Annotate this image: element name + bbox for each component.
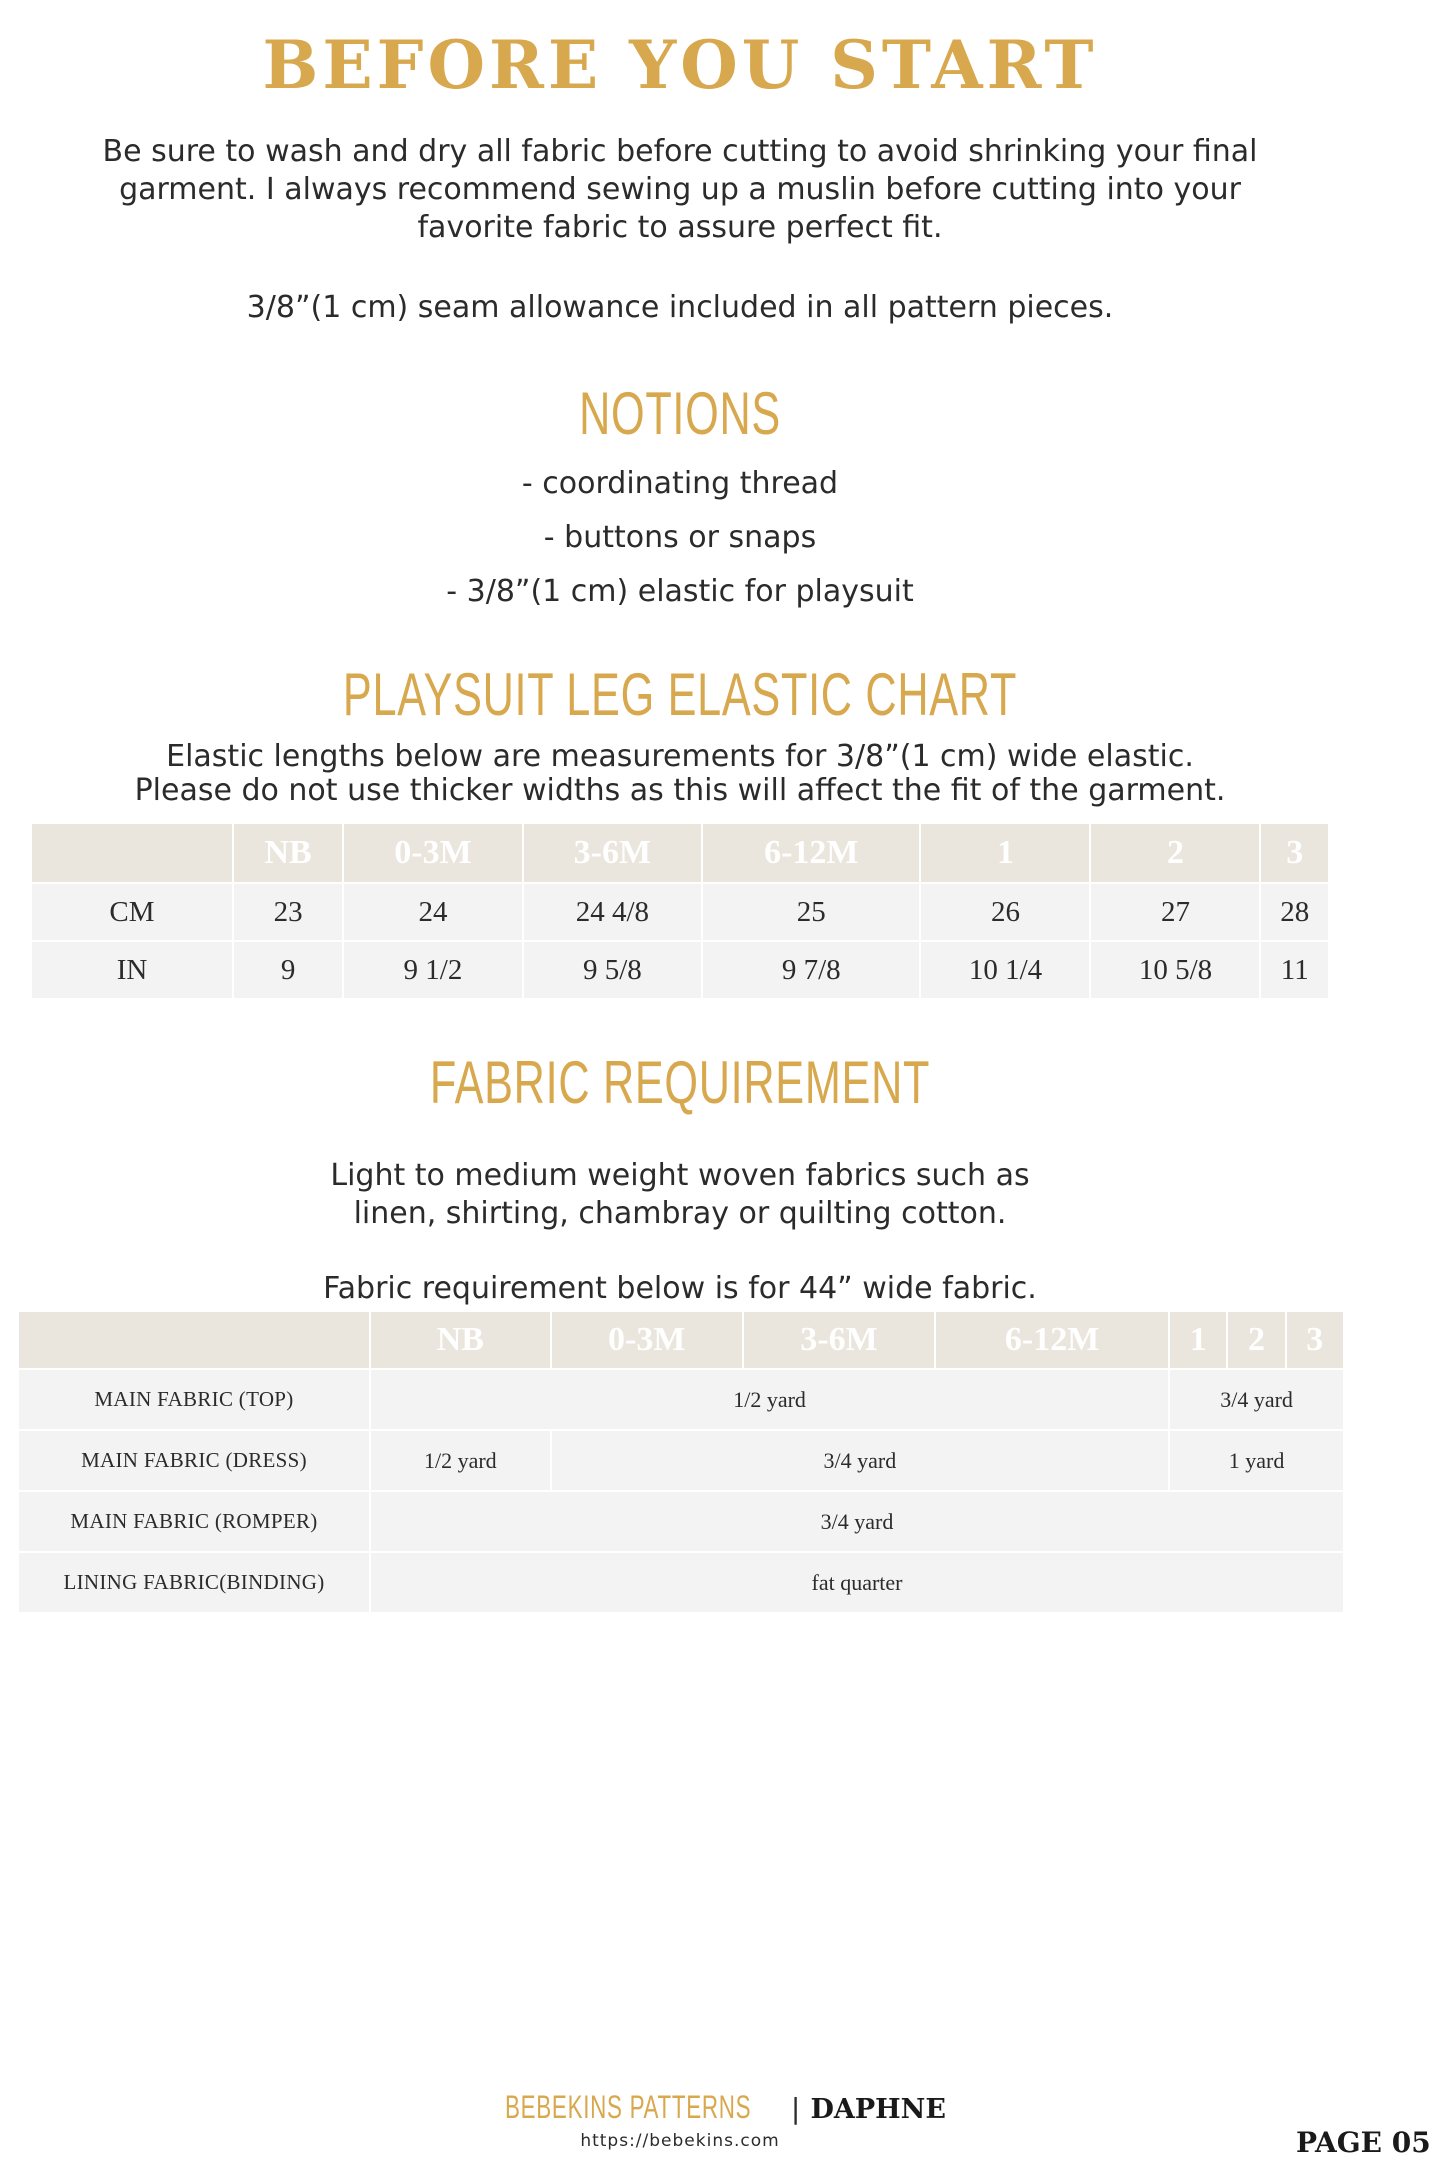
size-header: 3 — [1287, 1312, 1343, 1368]
table-cell: 1 yard — [1170, 1431, 1343, 1490]
row-label: CM — [32, 884, 232, 940]
size-header: NB — [371, 1312, 550, 1368]
elastic-chart-title: PLAYSUIT LEG ELASTIC CHART — [342, 661, 1018, 728]
table-cell: 1/2 yard — [371, 1370, 1168, 1429]
table-cell: 24 4/8 — [524, 884, 701, 940]
notion-item: - 3/8”(1 cm) elastic for playsuit — [446, 574, 914, 609]
table-cell: 9 7/8 — [703, 942, 919, 998]
empty-header-cell — [19, 1312, 369, 1368]
table-cell: 25 — [703, 884, 919, 940]
size-header: 6-12M — [703, 824, 919, 882]
notion-item: - buttons or snaps — [543, 520, 817, 555]
size-header: 3-6M — [524, 824, 701, 882]
table-header-row — [32, 824, 1328, 882]
table-cell: 10 5/8 — [1091, 942, 1259, 998]
size-header: 1 — [1170, 1312, 1226, 1368]
footer-url[interactable]: https://bebekins.com — [580, 2131, 780, 2151]
table-cell: 28 — [1261, 884, 1328, 940]
table-cell: 26 — [921, 884, 1089, 940]
size-header: 2 — [1228, 1312, 1284, 1368]
table-cell: 27 — [1091, 884, 1259, 940]
page-title: BEFORE YOU START — [262, 26, 1098, 104]
table-row — [19, 1553, 1343, 1612]
page-number: PAGE 05 — [1296, 2126, 1431, 2159]
intro-line: Be sure to wash and dry all fabric before cutting to avoid shrinking your final — [102, 134, 1258, 169]
brand-name: BEBEKINS PATTERNS — [505, 2089, 752, 2125]
table-row — [19, 1370, 1343, 1429]
table-cell: 9 — [234, 942, 342, 998]
size-header: 3-6M — [744, 1312, 934, 1368]
size-header: 6-12M — [936, 1312, 1168, 1368]
table-header-row — [19, 1312, 1343, 1368]
size-header: 0-3M — [344, 824, 521, 882]
table-row — [32, 884, 1328, 940]
row-label: MAIN FABRIC (TOP) — [19, 1370, 369, 1429]
size-header: NB — [234, 824, 342, 882]
table-row — [19, 1431, 1343, 1490]
size-header: 3 — [1261, 824, 1328, 882]
elastic-chart-description — [0, 740, 1360, 808]
intro-paragraph — [0, 133, 1360, 247]
table-cell: 9 5/8 — [524, 942, 701, 998]
row-label: LINING FABRIC(BINDING) — [19, 1553, 369, 1612]
table-cell: 23 — [234, 884, 342, 940]
seam-allowance-note: 3/8”(1 cm) seam allowance included in all pattern pieces. — [246, 290, 1114, 325]
table-cell: 3/4 yard — [1170, 1370, 1343, 1429]
table-cell: 24 — [344, 884, 521, 940]
elastic-desc-line: Elastic lengths below are measurements for 3/8”(1 cm) wide elastic. — [166, 739, 1194, 774]
table-cell: 10 1/4 — [921, 942, 1089, 998]
table-cell: fat quarter — [371, 1553, 1343, 1612]
size-header: 1 — [921, 824, 1089, 882]
fabric-requirement-table — [17, 1310, 1345, 1614]
intro-line: garment. I always recommend sewing up a muslin before cutting into your — [119, 172, 1241, 207]
table-cell: 9 1/2 — [344, 942, 521, 998]
fabric-desc-line: linen, shirting, chambray or quilting cotton. — [353, 1196, 1007, 1231]
elastic-chart-table — [30, 822, 1330, 1000]
notion-item: - coordinating thread — [521, 466, 839, 501]
row-label: MAIN FABRIC (DRESS) — [19, 1431, 369, 1490]
size-header: 2 — [1091, 824, 1259, 882]
table-cell: 1/2 yard — [371, 1431, 550, 1490]
pattern-name: DAPHNE — [810, 2094, 946, 2125]
notions-title: NOTIONS — [579, 380, 781, 447]
table-row — [32, 942, 1328, 998]
row-label: IN — [32, 942, 232, 998]
fabric-requirement-title: FABRIC REQUIREMENT — [429, 1049, 931, 1116]
empty-header-cell — [32, 824, 232, 882]
table-cell: 11 — [1261, 942, 1328, 998]
elastic-desc-line: Please do not use thicker widths as this will affect the fit of the garment. — [134, 773, 1226, 808]
size-header: 0-3M — [552, 1312, 742, 1368]
intro-line: favorite fabric to assure perfect fit. — [417, 210, 943, 245]
brand-separator: | — [790, 2092, 801, 2125]
footer-brand — [505, 2088, 946, 2126]
table-cell: 3/4 yard — [371, 1492, 1343, 1551]
row-label: MAIN FABRIC (ROMPER) — [19, 1492, 369, 1551]
fabric-desc-line: Light to medium weight woven fabrics such as — [330, 1158, 1030, 1193]
fabric-description — [0, 1157, 1360, 1233]
table-row — [19, 1492, 1343, 1551]
table-cell: 3/4 yard — [552, 1431, 1168, 1490]
fabric-width-note: Fabric requirement below is for 44” wide fabric. — [323, 1271, 1037, 1306]
